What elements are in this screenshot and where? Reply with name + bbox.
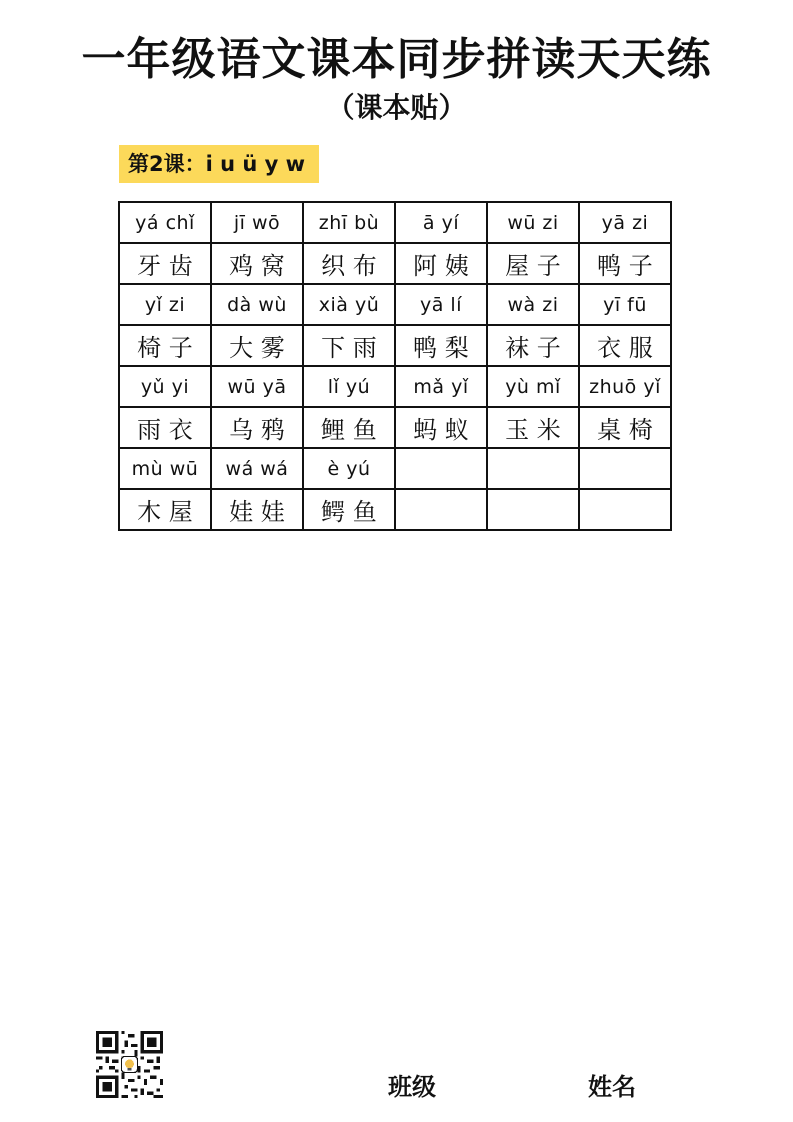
hanzi-cell: 牙 齿 [119, 243, 211, 284]
hanzi-cell: 鳄 鱼 [303, 489, 395, 530]
class-label: 班级 [388, 1073, 436, 1101]
pinyin-cell: mù wū [119, 448, 211, 489]
hanzi-cell: 乌 鸦 [211, 407, 303, 448]
hanzi-cell: 蚂 蚁 [395, 407, 487, 448]
pinyin-cell [579, 448, 671, 489]
name-label: 姓名 [588, 1073, 636, 1101]
pinyin-cell [487, 448, 579, 489]
hanzi-cell: 雨 衣 [119, 407, 211, 448]
hanzi-cell: 椅 子 [119, 325, 211, 366]
hanzi-cell [487, 489, 579, 530]
pinyin-cell: wà zi [487, 284, 579, 325]
hanzi-row [119, 407, 671, 448]
pinyin-cell: yá chǐ [119, 202, 211, 243]
pinyin-cell: yā lí [395, 284, 487, 325]
hanzi-cell: 木 屋 [119, 489, 211, 530]
pinyin-cell: xià yǔ [303, 284, 395, 325]
hanzi-cell: 玉 米 [487, 407, 579, 448]
hanzi-cell [579, 489, 671, 530]
pinyin-cell: dà wù [211, 284, 303, 325]
pinyin-cell: yǐ zi [119, 284, 211, 325]
pinyin-cell: wū yā [211, 366, 303, 407]
hanzi-cell: 袜 子 [487, 325, 579, 366]
pinyin-cell: yù mǐ [487, 366, 579, 407]
hanzi-cell [395, 489, 487, 530]
hanzi-cell: 阿 姨 [395, 243, 487, 284]
hanzi-cell: 大 雾 [211, 325, 303, 366]
pinyin-row [119, 202, 671, 243]
pinyin-cell: ā yí [395, 202, 487, 243]
hanzi-cell: 鸭 子 [579, 243, 671, 284]
pinyin-cell [395, 448, 487, 489]
hanzi-cell: 鸡 窝 [211, 243, 303, 284]
pinyin-cell: zhuō yǐ [579, 366, 671, 407]
hanzi-cell: 衣 服 [579, 325, 671, 366]
qr-code-icon [96, 1031, 163, 1098]
pinyin-row [119, 366, 671, 407]
pinyin-cell: jī wō [211, 202, 303, 243]
lesson-label: 第2课：i u ü y w [119, 145, 319, 183]
pinyin-cell: wū zi [487, 202, 579, 243]
pinyin-row [119, 448, 671, 489]
pinyin-cell: wá wá [211, 448, 303, 489]
page-subtitle: （课本贴） [326, 91, 467, 124]
pinyin-cell: zhī bù [303, 202, 395, 243]
pinyin-row [119, 284, 671, 325]
pinyin-cell: lǐ yú [303, 366, 395, 407]
hanzi-cell: 织 布 [303, 243, 395, 284]
pinyin-cell: yǔ yi [119, 366, 211, 407]
hanzi-cell: 鲤 鱼 [303, 407, 395, 448]
hanzi-cell: 屋 子 [487, 243, 579, 284]
pinyin-cell: yā zi [579, 202, 671, 243]
pinyin-cell: mǎ yǐ [395, 366, 487, 407]
hanzi-cell: 下 雨 [303, 325, 395, 366]
hanzi-cell: 鸭 梨 [395, 325, 487, 366]
hanzi-cell: 桌 椅 [579, 407, 671, 448]
pinyin-cell: yī fū [579, 284, 671, 325]
hanzi-cell: 娃 娃 [211, 489, 303, 530]
hanzi-row [119, 489, 671, 530]
pinyin-table [118, 201, 672, 531]
hanzi-row [119, 325, 671, 366]
page-title: 一年级语文课本同步拼读天天练 [81, 34, 712, 85]
pinyin-cell: è yú [303, 448, 395, 489]
hanzi-row [119, 243, 671, 284]
